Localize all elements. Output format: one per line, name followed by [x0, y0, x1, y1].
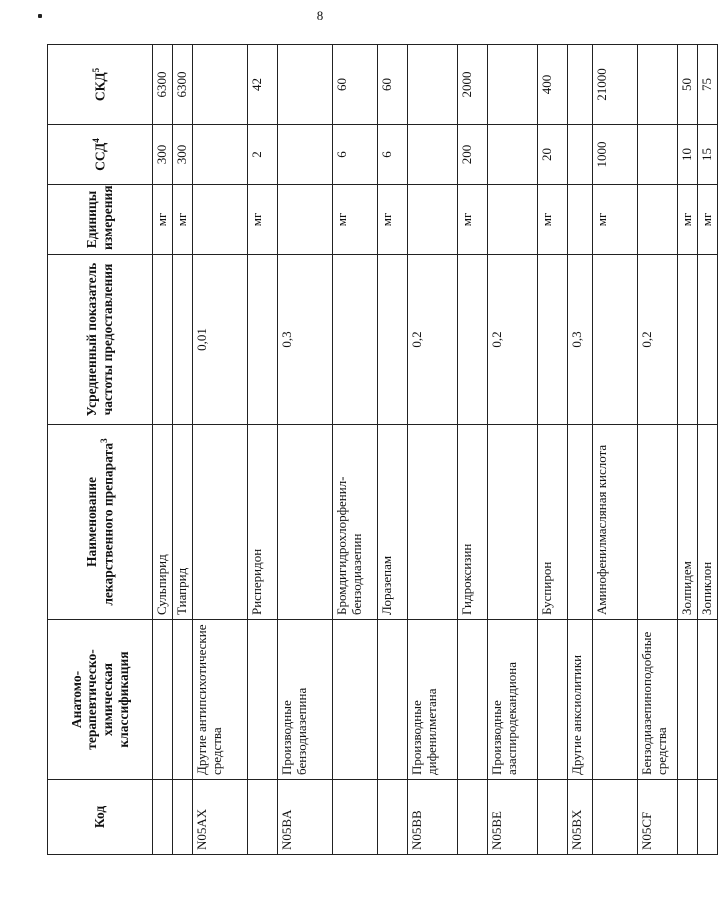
cell-frequency — [153, 255, 173, 425]
cell-atc — [173, 620, 193, 780]
cell-frequency — [333, 255, 378, 425]
cell-frequency — [378, 255, 408, 425]
cell-code — [248, 780, 278, 855]
header-ssd-footnote: 4 — [91, 138, 102, 143]
cell-atc: Другие анксиолитики — [568, 620, 593, 780]
cell-atc — [248, 620, 278, 780]
cell-frequency — [593, 255, 638, 425]
page-number: 8 — [316, 8, 324, 23]
table-row — [378, 45, 408, 855]
table-row — [408, 45, 458, 855]
cell-unit — [568, 185, 593, 255]
cell-code: N05BA — [278, 780, 333, 855]
cell-code: N05CF — [638, 780, 678, 855]
table-row — [568, 45, 593, 855]
cell-unit — [408, 185, 458, 255]
cell-frequency — [538, 255, 568, 425]
cell-atc — [698, 620, 718, 780]
cell-drug: Тиаприд — [173, 425, 193, 620]
table-row — [488, 45, 538, 855]
cell-unit — [488, 185, 538, 255]
cell-drug: Лоразепам — [378, 425, 408, 620]
cell-atc — [458, 620, 488, 780]
cell-ssd: 6 — [378, 125, 408, 185]
table-row — [153, 45, 173, 855]
cell-unit: мг — [248, 185, 278, 255]
header-code: Код — [48, 780, 153, 855]
cell-frequency: 0,3 — [278, 255, 333, 425]
cell-skd: 50 — [678, 45, 698, 125]
header-skd-text: СКД — [92, 72, 108, 102]
cell-drug: Сульпирид — [153, 425, 173, 620]
cell-drug — [568, 425, 593, 620]
cell-drug — [488, 425, 538, 620]
cell-code: N05BB — [408, 780, 458, 855]
header-drug — [48, 425, 153, 620]
rotated-table-container — [47, 45, 714, 855]
cell-ssd: 15 — [698, 125, 718, 185]
cell-atc — [678, 620, 698, 780]
cell-unit: мг — [333, 185, 378, 255]
cell-ssd: 300 — [173, 125, 193, 185]
cell-drug: Рисперидон — [248, 425, 278, 620]
cell-skd — [193, 45, 248, 125]
cell-ssd: 10 — [678, 125, 698, 185]
cell-frequency: 0,2 — [638, 255, 678, 425]
cell-unit — [278, 185, 333, 255]
cell-ssd: 1000 — [593, 125, 638, 185]
cell-unit: мг — [458, 185, 488, 255]
cell-skd: 400 — [538, 45, 568, 125]
cell-code — [333, 780, 378, 855]
cell-drug: Аминофенилмасляная кислота — [593, 425, 638, 620]
table-row — [538, 45, 568, 855]
cell-unit — [638, 185, 678, 255]
cell-ssd: 200 — [458, 125, 488, 185]
cell-skd: 6300 — [173, 45, 193, 125]
cell-ssd: 6 — [333, 125, 378, 185]
cell-skd: 21000 — [593, 45, 638, 125]
cell-drug: Золпидем — [678, 425, 698, 620]
cell-code — [173, 780, 193, 855]
cell-unit: мг — [698, 185, 718, 255]
cell-skd: 75 — [698, 45, 718, 125]
cell-atc — [538, 620, 568, 780]
cell-atc — [378, 620, 408, 780]
cell-ssd — [488, 125, 538, 185]
table-row — [173, 45, 193, 855]
header-frequency: Усредненный показатель частоты предоставления — [48, 255, 153, 425]
cell-atc: Другие антипсихотические средства — [193, 620, 248, 780]
cell-frequency — [678, 255, 698, 425]
cell-drug: Буспирон — [538, 425, 568, 620]
cell-code — [678, 780, 698, 855]
table-row — [248, 45, 278, 855]
cell-skd: 2000 — [458, 45, 488, 125]
header-ssd — [48, 125, 153, 185]
cell-drug — [408, 425, 458, 620]
cell-frequency: 0,3 — [568, 255, 593, 425]
cell-ssd — [278, 125, 333, 185]
cell-frequency — [458, 255, 488, 425]
cell-unit: мг — [593, 185, 638, 255]
cell-skd — [568, 45, 593, 125]
cell-ssd: 2 — [248, 125, 278, 185]
cell-frequency: 0,2 — [408, 255, 458, 425]
cell-atc — [153, 620, 173, 780]
table-row — [278, 45, 333, 855]
header-ssd-text: ССД — [92, 142, 108, 171]
table-row — [698, 45, 718, 855]
drug-registry-table — [47, 44, 718, 855]
cell-unit — [193, 185, 248, 255]
cell-frequency: 0,01 — [193, 255, 248, 425]
cell-unit: мг — [678, 185, 698, 255]
cell-code: N05BE — [488, 780, 538, 855]
table-row — [193, 45, 248, 855]
cell-drug — [638, 425, 678, 620]
cell-drug — [193, 425, 248, 620]
table-row — [638, 45, 678, 855]
cell-code — [378, 780, 408, 855]
cell-ssd — [408, 125, 458, 185]
table-header-row — [48, 45, 153, 855]
cell-drug — [278, 425, 333, 620]
cell-skd: 42 — [248, 45, 278, 125]
cell-skd — [278, 45, 333, 125]
cell-atc: Производные бензодиазепина — [278, 620, 333, 780]
cell-ssd — [638, 125, 678, 185]
scan-mark — [38, 14, 42, 18]
cell-atc — [333, 620, 378, 780]
cell-skd: 6300 — [153, 45, 173, 125]
cell-code — [538, 780, 568, 855]
cell-code: N05BX — [568, 780, 593, 855]
cell-drug: Бромдигидрохлорфенил-бензодиазепин — [333, 425, 378, 620]
cell-code — [458, 780, 488, 855]
cell-ssd: 300 — [153, 125, 173, 185]
cell-ssd — [193, 125, 248, 185]
cell-atc: Производные азаспиродекандиона — [488, 620, 538, 780]
cell-skd — [408, 45, 458, 125]
header-drug-footnote: 3 — [99, 438, 110, 443]
cell-skd — [488, 45, 538, 125]
cell-atc — [593, 620, 638, 780]
cell-skd: 60 — [378, 45, 408, 125]
cell-unit: мг — [378, 185, 408, 255]
table-row — [333, 45, 378, 855]
cell-unit: мг — [153, 185, 173, 255]
header-skd-footnote: 5 — [91, 67, 102, 73]
table-row — [678, 45, 698, 855]
cell-frequency: 0,2 — [488, 255, 538, 425]
cell-code — [153, 780, 173, 855]
header-skd — [48, 45, 153, 125]
cell-skd: 60 — [333, 45, 378, 125]
table-row — [458, 45, 488, 855]
cell-frequency — [248, 255, 278, 425]
cell-code: N05AX — [193, 780, 248, 855]
cell-drug: Зопиклон — [698, 425, 718, 620]
cell-unit: мг — [538, 185, 568, 255]
cell-ssd — [568, 125, 593, 185]
cell-skd — [638, 45, 678, 125]
header-atc: Анатомо-терапевтическо-химическая классификация — [48, 620, 153, 780]
cell-code — [698, 780, 718, 855]
header-unit: Единицы измерения — [48, 185, 153, 255]
cell-frequency — [698, 255, 718, 425]
cell-code — [593, 780, 638, 855]
table-row — [593, 45, 638, 855]
cell-ssd: 20 — [538, 125, 568, 185]
cell-unit: мг — [173, 185, 193, 255]
cell-frequency — [173, 255, 193, 425]
cell-drug: Гидроксизин — [458, 425, 488, 620]
cell-atc: Производные дифенилметана — [408, 620, 458, 780]
cell-atc: Бензодиазепиноподобные средства — [638, 620, 678, 780]
table-body — [153, 45, 718, 855]
header-drug-text: Наименование лекарственного препарата — [83, 442, 116, 606]
